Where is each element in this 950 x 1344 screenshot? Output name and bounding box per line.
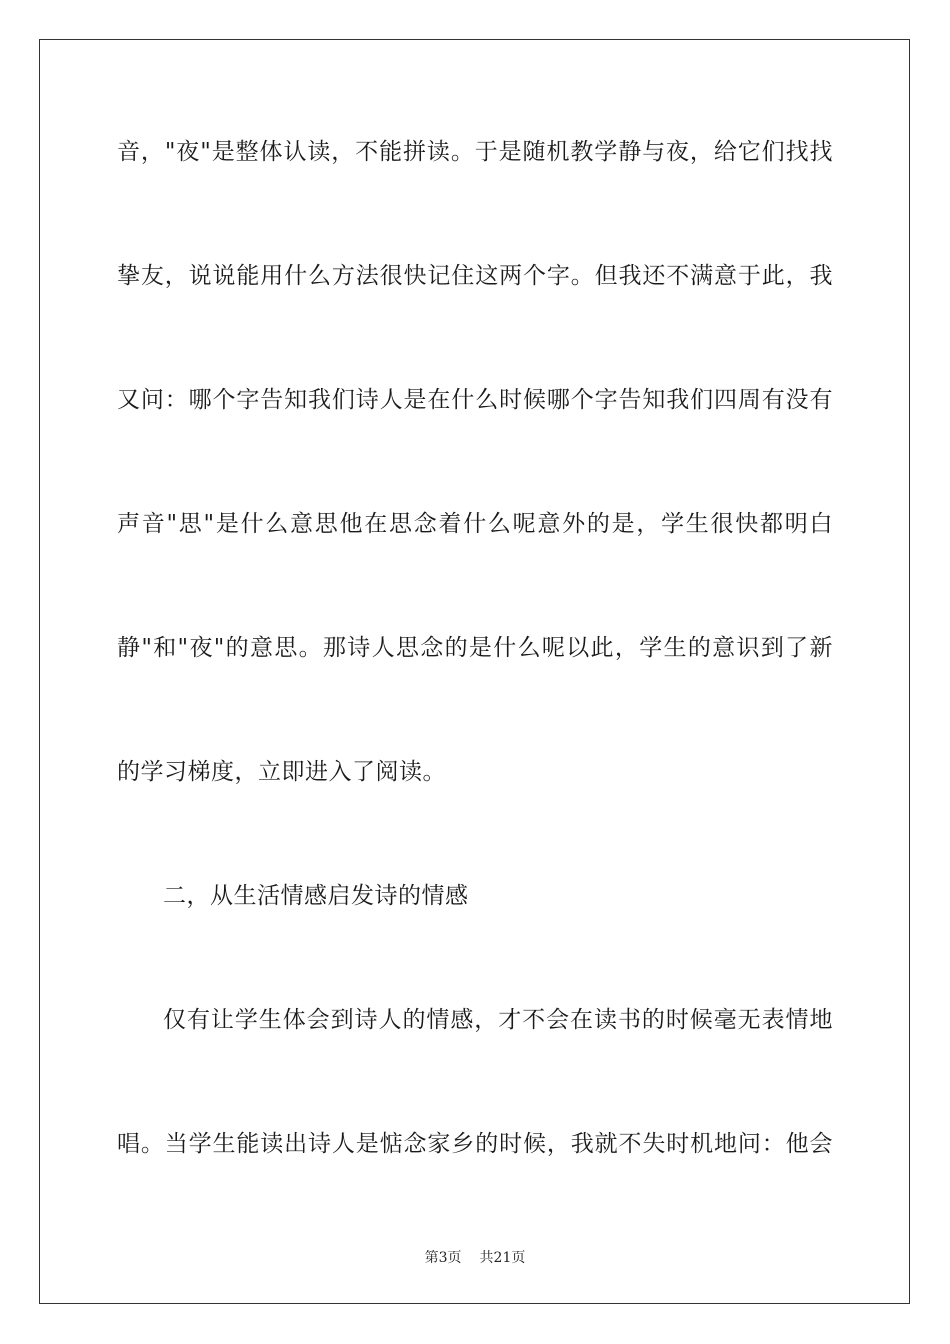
page-footer xyxy=(0,1249,950,1267)
body-text-line-8: 仅有让学生体会到诗人的情感，才不会在读书的时候毫无表情地 xyxy=(163,1007,833,1033)
body-text-line-6: 的学习梯度，立即进入了阅读。 xyxy=(117,759,446,785)
body-text-line-2: 挚友，说说能用什么方法很快记住这两个字。但我还不满意于此，我 xyxy=(117,263,833,289)
body-text-line-4: 声音"思"是什么意思他在思念着什么呢意外的是，学生很快都明白 xyxy=(117,511,833,537)
body-text-line-3: 又问：哪个字告知我们诗人是在什么时候哪个字告知我们四周有没有 xyxy=(117,387,833,413)
body-text-line-9: 唱。当学生能读出诗人是惦念家乡的时候，我就不失时机地问：他会 xyxy=(117,1131,833,1157)
section-heading: 二，从生活情感启发诗的情感 xyxy=(163,883,469,909)
body-text-line-1: 音，"夜"是整体认读，不能拼读。于是随机教学静与夜，给它们找找 xyxy=(117,139,833,165)
page-border xyxy=(39,39,910,1304)
page-number: 第3页 xyxy=(424,1250,462,1266)
body-text-line-5: 静"和"夜"的意思。那诗人思念的是什么呢以此，学生的意识到了新 xyxy=(117,635,833,661)
total-pages: 共21页 xyxy=(479,1250,526,1266)
